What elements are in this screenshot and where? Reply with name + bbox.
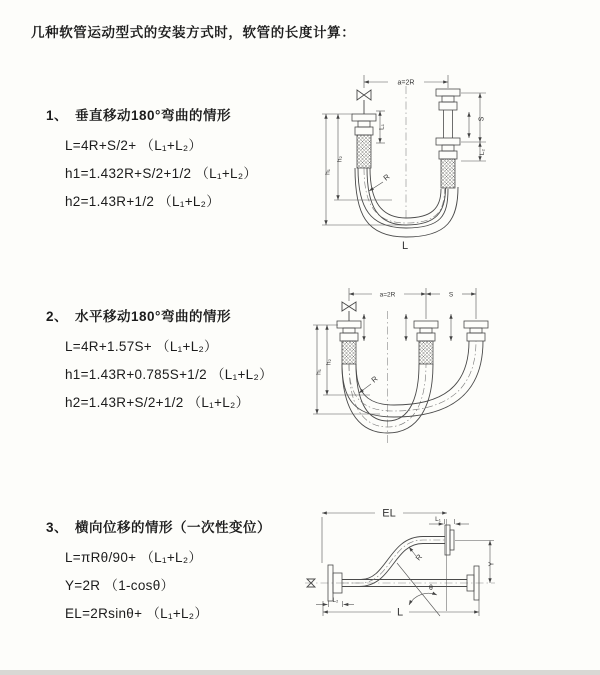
dim-label-h1: h₁ [315,369,323,375]
formula-3-y: Y=2R （1-cosθ） [65,578,175,593]
formula-1-h2: h2=1.43R+1/2 （L₁+L₂） [65,194,221,209]
dim-label-l1: L₁ [378,124,386,130]
section-3-heading [46,516,308,536]
formula-2-h1: h1=1.43R+0.785S+1/2 （L₁+L₂） [65,367,273,382]
displaced-hose-s-curve [342,525,454,587]
section-1-number: 1、 [46,108,69,123]
displaced-pipe-fitting [464,321,488,341]
dim-label-a2r: a=2R [379,291,396,299]
dim-label-l: L [396,606,404,619]
dim-label-h2: h₂ [336,155,344,163]
dim-label-l2: L₂ [479,148,486,156]
dim-label-h2: h₂ [325,358,333,366]
page-title: 几种软管运动型式的安装方式时，软管的长度计算： [31,25,356,40]
section-3-number: 3、 [46,520,69,535]
formula-2-h2: h2=1.43R+S/2+1/2 （L₁+L₂） [65,395,250,410]
valve-icon [357,90,371,114]
dim-label-s: S [448,291,454,299]
dim-label-theta: θ [429,585,433,592]
section-2-heading [46,305,308,325]
dim-label-s: S [478,116,486,122]
section-3-title: 横向位移的情形（一次性变位） [75,520,272,535]
dim-el [322,513,447,611]
dim-label-y: Y [488,561,496,567]
section-2-title: 水平移动180°弯曲的情形 [75,309,231,324]
formula-3-el: EL=2Rsinθ+ （L₁+L₂） [65,606,209,621]
middle-pipe-fitting [414,321,438,364]
label-bend-radius: R [381,172,392,183]
dim-label-l2: L₂ [332,598,339,604]
label-hose-length: L [401,240,409,252]
section-2 [46,305,308,423]
diagram-lateral-displacement [297,497,597,667]
formula-2-l: L=4R+1.57S+ （L₁+L₂） [65,339,218,354]
label-bend-radius: R [369,374,380,385]
formula-3-l: L=πRθ/90+ （L₁+L₂） [65,550,203,565]
formula-1-l: L=4R+S/2+ （L₁+L₂） [65,138,203,153]
dim-label-a2r: a=2R [397,79,415,87]
section-3 [46,516,308,634]
scan-edge-strip [0,670,600,675]
formula-1-h1: h1=1.432R+S/2+1/2 （L₁+L₂） [65,166,258,181]
angle-theta [397,563,440,616]
section-1-title: 垂直移动180°弯曲的情形 [75,108,231,123]
dim-h1-h2 [322,114,402,225]
dim-label-h1: h₁ [324,169,332,175]
section-1 [46,104,308,222]
section-2-number: 2、 [46,309,69,324]
dim-a-2r-and-s [349,288,476,319]
left-pipe-fitting [337,321,361,364]
valve-icon [342,302,356,321]
dim-label-el: EL [382,507,396,520]
section-1-heading [46,104,308,124]
diagram-vertical-180-bend [296,68,596,263]
dim-label-l1: L₁ [435,516,441,523]
diagram-horizontal-180-bend [294,283,599,468]
left-pipe-fitting [352,114,376,168]
hose-u-bend-positions [342,341,483,433]
label-bend-radius: R [413,552,425,563]
right-pipe-fitting [436,89,460,188]
